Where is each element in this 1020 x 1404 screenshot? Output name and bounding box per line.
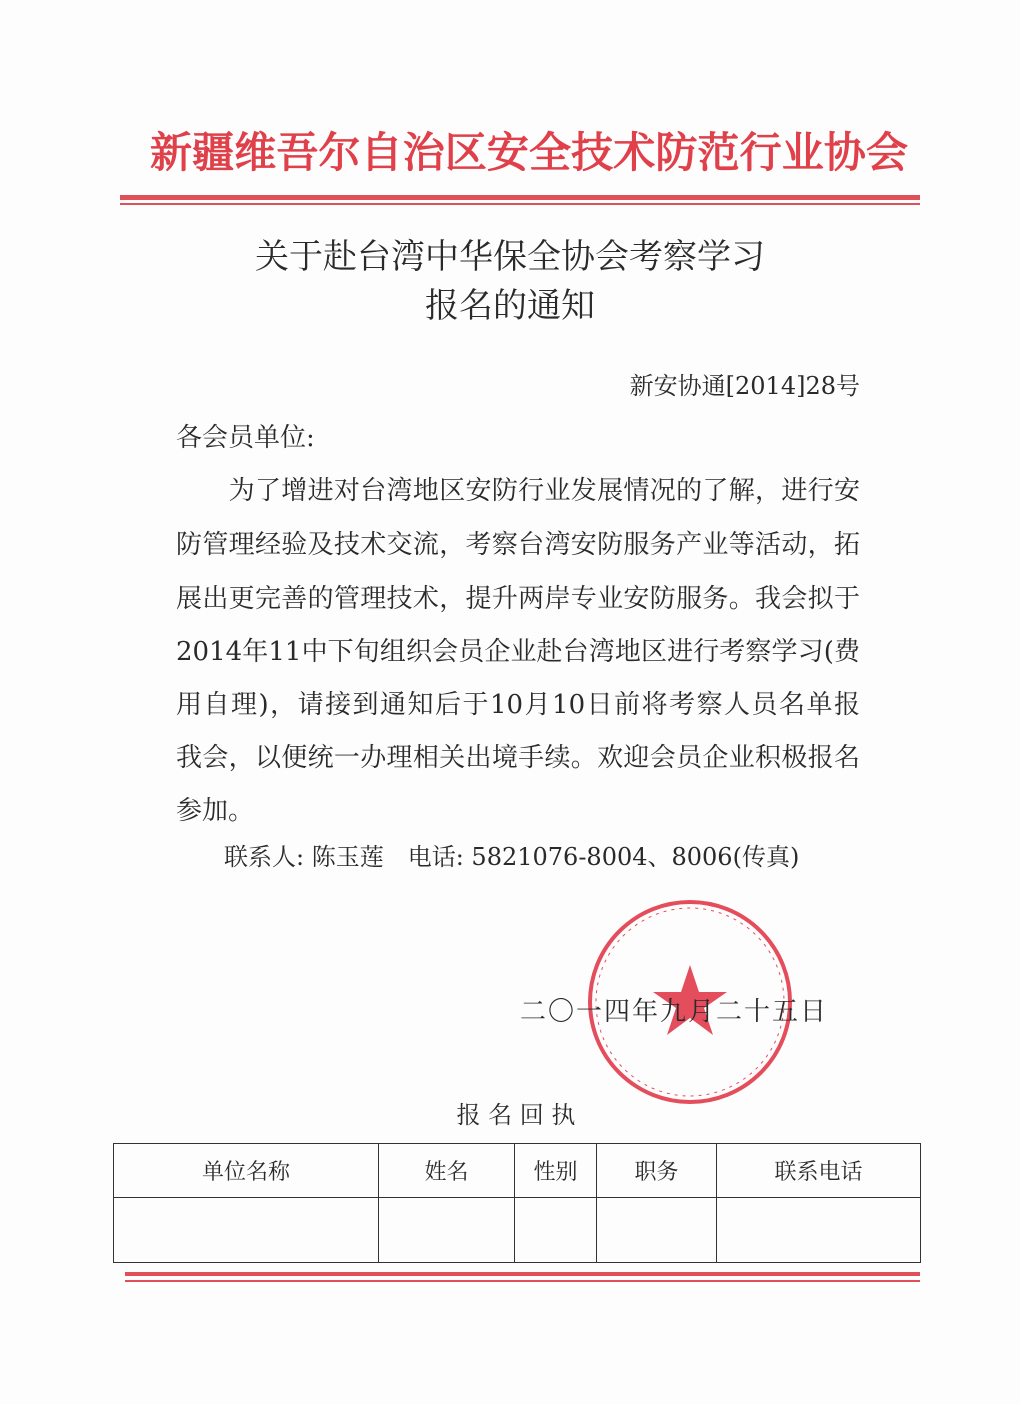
column-header: 联系电话	[717, 1144, 921, 1198]
title-line-1: 关于赴台湾中华保全协会考察学习	[255, 237, 765, 277]
column-header: 姓名	[379, 1144, 515, 1198]
body-line: 用自理)，请接到通知后于10月10日前将考察人员名单报	[176, 690, 860, 720]
title-line-2: 报名的通知	[425, 286, 595, 326]
contact-info: 联系人: 陈玉莲 电话: 5821076-8004、8006(传真)	[176, 843, 800, 871]
body-line: 我会，以便统一办理相关出境手续。欢迎会员企业积极报名	[176, 743, 860, 773]
table-row	[114, 1198, 921, 1263]
table-header-row	[114, 1144, 921, 1198]
registration-form-title: 报 名 回 执	[456, 1101, 576, 1129]
body-line: 为了增进对台湾地区安防行业发展情况的了解，进行安	[176, 476, 860, 506]
body-line: 防管理经验及技术交流，考察台湾安防服务产业等活动，拓	[176, 530, 860, 560]
column-header: 性别	[515, 1144, 597, 1198]
column-header: 单位名称	[114, 1144, 379, 1198]
form-cell-unit[interactable]	[114, 1198, 379, 1263]
form-cell-name[interactable]	[379, 1198, 515, 1263]
body-line: 2014年11中下旬组织会员企业赴台湾地区进行考察学习(费	[176, 637, 860, 667]
footer-rule-thin	[125, 1280, 920, 1282]
form-cell-gender[interactable]	[515, 1198, 597, 1263]
footer-rule-thick	[125, 1272, 920, 1276]
form-cell-position[interactable]	[597, 1198, 717, 1263]
salutation: 各会员单位:	[176, 423, 315, 453]
organization-letterhead: 新疆维吾尔自治区安全技术防范行业协会	[150, 128, 908, 177]
form-cell-phone[interactable]	[717, 1198, 921, 1263]
header-rule-thick	[120, 195, 920, 200]
column-header: 职务	[597, 1144, 717, 1198]
body-line: 展出更完善的管理技术，提升两岸专业安防服务。我会拟于	[176, 584, 860, 614]
issue-date: 二〇一四年九月二十五日	[520, 997, 829, 1027]
document-number: 新安协通[2014]28号	[629, 372, 860, 400]
body-line: 参加。	[176, 796, 255, 826]
header-rule-thin	[120, 203, 920, 205]
registration-form-table	[113, 1143, 921, 1263]
